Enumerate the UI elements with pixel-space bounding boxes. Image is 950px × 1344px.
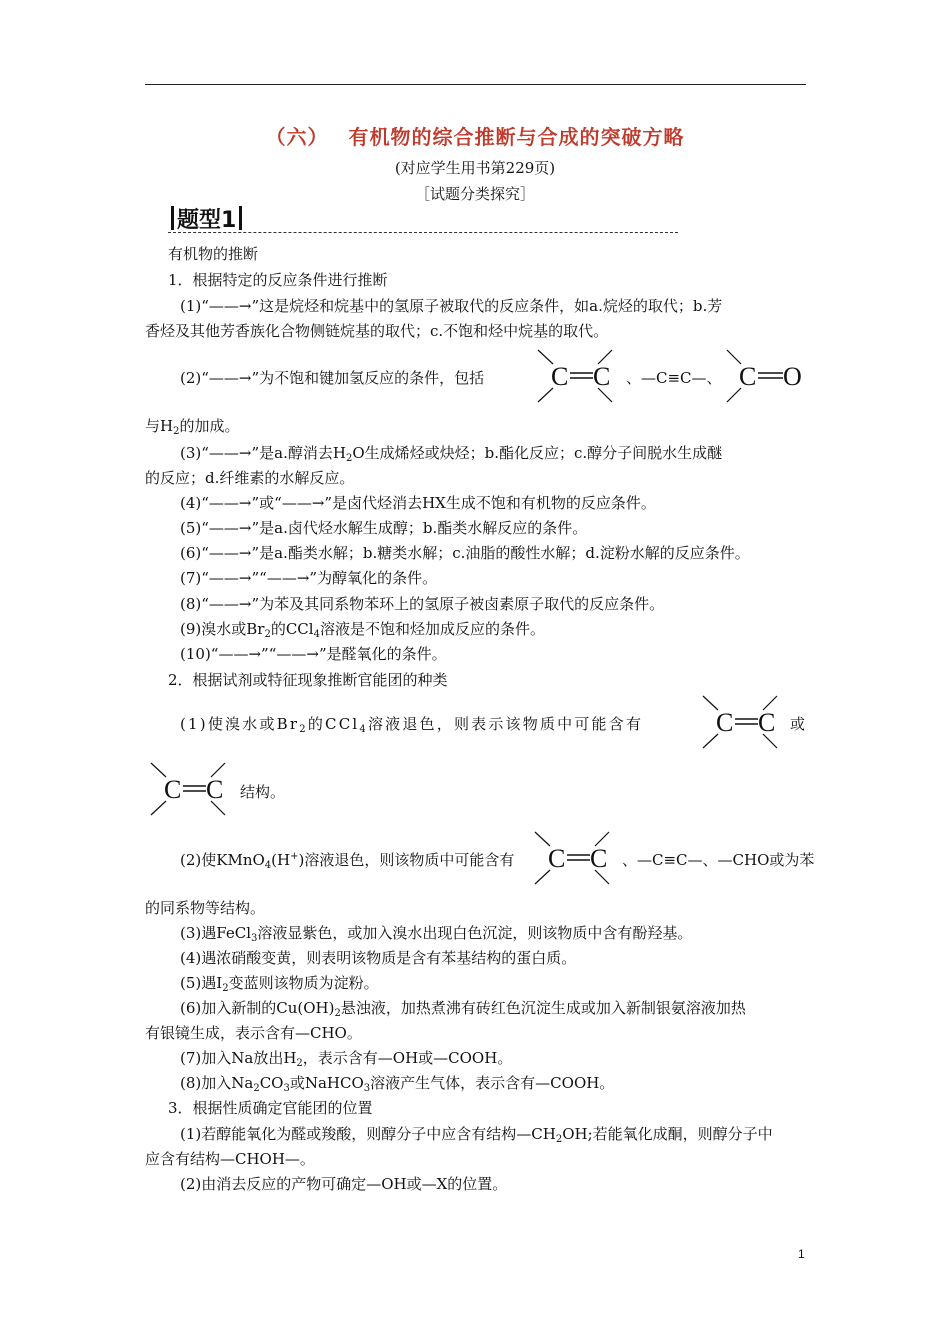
item-1-4: (4)“——→”或“——→”是卤代烃消去HX生成不饱和有机物的反应条件。 <box>180 494 656 512</box>
point-2-heading: 2．根据试剂或特征现象推断官能团的种类 <box>168 671 448 689</box>
item-2-6: (6)加入新制的$Cu(OH)_2$悬浊液，加热煮沸有砖红色沉淀生成或加入新制银氨溶液加热 <box>180 999 746 1019</box>
item-3-1: (1)若醇能氧化为醛或羧酸，则醇分子中应含有结构$—CH_2OH$;若能氧化成酮，则醇分子中 <box>180 1125 773 1145</box>
alkene-structure <box>535 347 615 405</box>
item-2-2: (2)使KMnO$_4$(H+)溶液退色，则该物质中可能含有 <box>180 851 515 871</box>
reaction-arrow: ——→ <box>276 645 319 663</box>
svg-text:C: C <box>206 775 224 804</box>
item-2-1-cont: 结构。 <box>240 783 286 801</box>
svg-text:C: C <box>758 708 776 737</box>
page-title <box>0 121 950 150</box>
reaction-arrow: ——→ <box>281 494 325 512</box>
item-1-2: (2)“——→”为不饱和键加氢反应的条件，包括 <box>180 369 485 387</box>
item-1-1: (1)“——→”这是烷烃和烷基中的氢原子被取代的反应条件，如a.烷烃的取代；b.芳 <box>180 297 723 315</box>
carbon: C <box>739 362 757 391</box>
item-2-6-cont: 有银镜生成，表示含有—CHO。 <box>145 1024 362 1042</box>
oxygen: O <box>783 362 802 391</box>
item-2-3: (3)遇FeCl$_3$溶液显紫色，或加入溴水出现白色沉淀，则该物质中含有酚羟基。 <box>180 924 693 944</box>
svg-text:C: C <box>716 708 734 737</box>
svg-text:C: C <box>590 844 608 873</box>
alkene-structure-3 <box>148 760 228 818</box>
alkene-structure-2 <box>700 693 780 751</box>
reaction-arrow: ——→ <box>208 569 252 587</box>
or-text: 或 <box>790 715 806 733</box>
point-3-heading: 3．根据性质确定官能团的位置 <box>168 1099 373 1117</box>
item-1-7: (7)“——→”“——→”为醇氧化的条件。 <box>180 569 438 587</box>
svg-text:C: C <box>164 775 182 804</box>
reaction-arrow: ——→ <box>218 645 262 663</box>
item-1-10: (10)“——→”“——→”是醛氧化的条件。 <box>180 645 447 663</box>
reaction-arrow: ——→ <box>208 519 252 537</box>
alkene-structure-4 <box>532 829 612 887</box>
reaction-arrow: ——→ <box>208 369 252 387</box>
item-1-6: (6)“——→”是a.酯类水解；b.糖类水解；c.油脂的酸性水解；d.淀粉水解的反应条件。 <box>180 544 750 562</box>
item-1-2-cont: 与$H_2$的加成。 <box>145 417 240 437</box>
item-3-2: (2)由消去反应的产物可确定—OH或—X的位置。 <box>180 1175 508 1193</box>
carbon-left: C <box>551 362 569 391</box>
page-number: 1 <box>798 1247 805 1261</box>
svg-text:C: C <box>548 844 566 873</box>
subsection-heading: 有机物的推断 <box>168 245 259 263</box>
carbon-right: C <box>593 362 611 391</box>
reaction-arrow: ——→ <box>208 444 252 462</box>
item-2-8: (8)加入$Na_2CO_3$或NaHCO$_3$溶液产生气体，表示含有—COOH。 <box>180 1074 615 1094</box>
reference-page: (对应学生用书第229页) <box>394 159 556 177</box>
item-2-7: (7)加入Na放出$H_2$，表示含有—OH或—COOH。 <box>180 1049 513 1069</box>
item-1-8: (8)“——→”为苯及其同系物苯环上的氢原子被卤素原子取代的反应条件。 <box>180 595 665 613</box>
reaction-arrow: ——→ <box>208 595 252 613</box>
item-1-1-cont: 香烃及其他芳香族化合物侧链烷基的取代；c.不饱和烃中烷基的取代。 <box>145 322 609 340</box>
item-2-2-tail: 、—C≡C—、—CHO或为苯 <box>622 851 815 869</box>
reaction-arrow: ——→ <box>208 297 252 315</box>
item-2-4: (4)遇浓硝酸变黄，则表明该物质是含有苯基结构的蛋白质。 <box>180 949 577 967</box>
item-1-9: (9)溴水或$Br_2$的CCl$_4$溶液是不饱和烃加成反应的条件。 <box>180 620 545 640</box>
title-text: 有机物的综合推断与合成的突破方略 <box>348 125 685 149</box>
reaction-arrow: ——→ <box>208 544 252 562</box>
title-number: （六） <box>265 125 329 149</box>
alkyne-text: 、—C≡C—、 <box>626 369 722 387</box>
item-2-2-cont: 的同系物等结构。 <box>145 899 266 917</box>
item-1-3-cont: 的反应；d.纤维素的水解反应。 <box>145 469 355 487</box>
item-2-5: (5)遇$I_2$变蓝则该物质为淀粉。 <box>180 974 379 994</box>
carbonyl-structure <box>725 347 807 405</box>
question-type-badge <box>168 203 245 234</box>
badge-dashed-rule <box>168 232 678 233</box>
item-1-3: (3)“——→”是a.醇消去$H_2O$生成烯烃或炔烃；b.酯化反应；c.醇分子间脱水生成醚 <box>180 444 723 464</box>
item-2-1: (1)使溴水或$Br_2$的CCl$_4$溶液退色，则表示该物质中可能含有 <box>180 715 644 735</box>
item-3-1-cont: 应含有结构—CHOH—。 <box>145 1150 315 1168</box>
reaction-arrow: ——→ <box>266 569 310 587</box>
badge-label: 题型1 <box>177 208 237 233</box>
reaction-arrow: ——→ <box>208 494 252 512</box>
item-1-5: (5)“——→”是a.卤代烃水解生成醇；b.酯类水解反应的条件。 <box>180 519 588 537</box>
section-tag: ［试题分类探究］ <box>414 185 535 203</box>
point-1-heading: 1．根据特定的反应条件进行推断 <box>168 271 388 289</box>
header-rule <box>145 84 806 85</box>
